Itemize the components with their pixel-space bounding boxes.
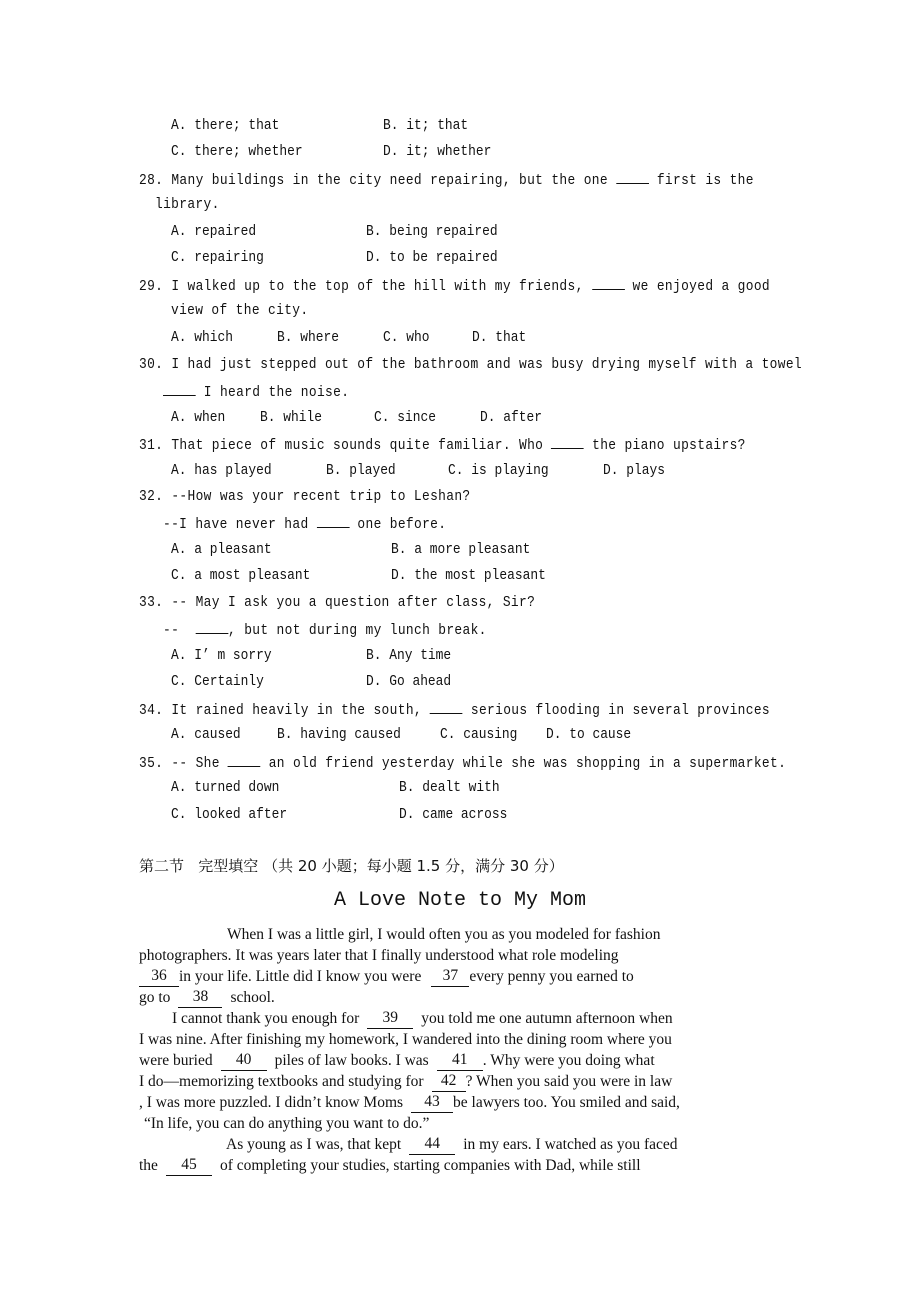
q32-stem-part1: --I have never had xyxy=(163,516,309,533)
q29-blank[interactable] xyxy=(592,275,625,290)
q30-option-d[interactable]: D. after xyxy=(480,409,542,426)
q35-option-b[interactable]: B. dealt with xyxy=(399,779,500,796)
passage-line-4 xyxy=(139,988,781,1008)
q29-stem xyxy=(139,275,770,297)
blank-42[interactable]: 42 xyxy=(432,1072,466,1092)
passage-text: in my ears. I watched as you faced xyxy=(463,1136,678,1153)
passage-title: A Love Note to My Mom xyxy=(333,889,587,912)
passage-text: you told me one autumn afternoon when xyxy=(421,1010,673,1027)
q31-option-b[interactable]: B. played xyxy=(326,462,396,479)
q27-option-b[interactable]: B. it; that xyxy=(383,117,469,134)
passage-text: go to xyxy=(139,989,171,1006)
q28-option-c[interactable]: C. repairing xyxy=(171,249,264,266)
q33-option-d[interactable]: D. Go ahead xyxy=(366,673,452,690)
q30-option-c[interactable]: C. since xyxy=(374,409,436,426)
q28-option-b[interactable]: B. being repaired xyxy=(366,223,498,240)
q29-option-a[interactable]: A. which xyxy=(171,329,233,346)
q35-stem-part2: an old friend yesterday while she was shopping in a supermarket. xyxy=(268,755,787,772)
passage-line-1 xyxy=(139,925,781,945)
blank-39[interactable]: 39 xyxy=(367,1009,413,1029)
q28-option-d[interactable]: D. to be repaired xyxy=(366,249,498,266)
q31-option-c[interactable]: C. is playing xyxy=(448,462,549,479)
passage-text: piles of law books. I was xyxy=(274,1052,429,1069)
passage-text: When I was a little girl, I would often you as you modeled for fashion xyxy=(227,926,661,943)
q35-stem-part1: 35. -- She xyxy=(139,755,220,772)
q29-option-d[interactable]: D. that xyxy=(472,329,527,346)
passage-line-2 xyxy=(139,946,781,966)
passage-line-8 xyxy=(139,1072,781,1092)
q32-stem-line2 xyxy=(163,513,446,535)
q28-option-a[interactable]: A. repaired xyxy=(171,223,257,240)
q33-stem-part1: -- xyxy=(163,622,180,639)
q35-blank[interactable] xyxy=(228,752,261,767)
q30-option-b[interactable]: B. while xyxy=(260,409,322,426)
q28-stem-part2: first is the xyxy=(656,172,754,189)
q34-option-d[interactable]: D. to cause xyxy=(546,726,632,743)
passage-text: I was nine. After finishing my homework, I wandered into the dining room where you xyxy=(139,1031,672,1048)
q35-option-d[interactable]: D. came across xyxy=(399,806,508,823)
passage-line-11 xyxy=(139,1135,781,1155)
q32-option-d[interactable]: D. the most pleasant xyxy=(391,567,546,584)
blank-40[interactable]: 40 xyxy=(221,1051,267,1071)
q35-option-a[interactable]: A. turned down xyxy=(171,779,280,796)
passage-text: the xyxy=(139,1157,158,1174)
passage-line-5 xyxy=(139,1009,781,1029)
passage-text: I do—memorizing textbooks and studying for xyxy=(139,1073,424,1090)
q32-option-c[interactable]: C. a most pleasant xyxy=(171,567,311,584)
q32-stem: 32. --How was your recent trip to Leshan? xyxy=(139,488,471,505)
q30-blank[interactable] xyxy=(163,381,196,396)
q33-option-b[interactable]: B. Any time xyxy=(366,647,452,664)
passage-line-6 xyxy=(139,1030,781,1050)
q35-stem xyxy=(139,752,786,774)
q32-option-b[interactable]: B. a more pleasant xyxy=(391,541,531,558)
q30-stem-line2 xyxy=(163,381,349,403)
q35-option-c[interactable]: C. looked after xyxy=(171,806,288,823)
blank-43[interactable]: 43 xyxy=(411,1093,453,1113)
q27-option-a[interactable]: A. there; that xyxy=(171,117,280,134)
blank-36[interactable]: 36 xyxy=(139,967,179,987)
q31-option-d[interactable]: D. plays xyxy=(603,462,665,479)
q32-blank[interactable] xyxy=(317,513,350,528)
q31-option-a[interactable]: A. has played xyxy=(171,462,272,479)
q28-stem xyxy=(139,169,754,191)
blank-44[interactable]: 44 xyxy=(409,1135,455,1155)
q29-option-c[interactable]: C. who xyxy=(383,329,430,346)
passage-text: As young as I was, that kept xyxy=(226,1136,402,1153)
passage-text: be lawyers too. You smiled and said, xyxy=(453,1094,680,1111)
q27-option-c[interactable]: C. there; whether xyxy=(171,143,303,160)
q30-stem: 30. I had just stepped out of the bathroom and was busy drying myself with a towel xyxy=(139,356,802,373)
q33-option-a[interactable]: A. I’ m sorry xyxy=(171,647,272,664)
passage-text: every penny you earned to xyxy=(469,968,634,985)
passage-text: ? When you said you were in law xyxy=(465,1073,673,1090)
blank-41[interactable]: 41 xyxy=(437,1051,483,1071)
q33-stem-line2 xyxy=(163,619,487,641)
q29-stem-part2: we enjoyed a good xyxy=(632,278,771,295)
passage-text: “In life, you can do anything you want to do.” xyxy=(144,1115,430,1132)
q28-blank[interactable] xyxy=(616,169,649,184)
passage-text: , I was more puzzled. I didn’t know Moms xyxy=(139,1094,404,1111)
blank-37[interactable]: 37 xyxy=(431,967,469,987)
blank-38[interactable]: 38 xyxy=(178,988,222,1008)
passage-line-12 xyxy=(139,1156,781,1176)
q31-stem-part2: the piano upstairs? xyxy=(592,437,746,454)
q34-option-b[interactable]: B. having caused xyxy=(277,726,401,743)
passage-text: . Why were you doing what xyxy=(482,1052,655,1069)
q29-stem-part1: 29. I walked up to the top of the hill with my friends, xyxy=(139,278,584,295)
q28-stem-part1: 28. Many buildings in the city need repairing, but the one xyxy=(139,172,608,189)
passage-line-9 xyxy=(139,1093,781,1113)
q32-option-a[interactable]: A. a pleasant xyxy=(171,541,272,558)
passage-text: were buried xyxy=(139,1052,213,1069)
q30-option-a[interactable]: A. when xyxy=(171,409,226,426)
q34-stem xyxy=(139,699,770,721)
q30-stem-part2: I heard the noise. xyxy=(203,384,350,401)
q34-option-c[interactable]: C. causing xyxy=(440,726,518,743)
passage-text: I cannot thank you enough for xyxy=(172,1010,360,1027)
q33-blank[interactable] xyxy=(195,619,228,634)
passage-text: school. xyxy=(230,989,275,1006)
q34-option-a[interactable]: A. caused xyxy=(171,726,241,743)
passage-text: of completing your studies, starting companies with Dad, while still xyxy=(219,1157,641,1174)
q29-option-b[interactable]: B. where xyxy=(277,329,339,346)
q27-option-d[interactable]: D. it; whether xyxy=(383,143,492,160)
q34-stem-part1: 34. It rained heavily in the south, xyxy=(139,702,422,719)
q34-stem-part2: serious flooding in several provinces xyxy=(470,702,771,719)
passage-text: photographers. It was years later that I finally understood what role modeling xyxy=(139,947,619,964)
q31-blank[interactable] xyxy=(551,434,584,449)
q32-stem-part2: one before. xyxy=(357,516,447,533)
passage-line-7 xyxy=(139,1051,781,1071)
q31-stem-part1: 31. That piece of music sounds quite familiar. Who xyxy=(139,437,544,454)
section-heading: 第二节 完型填空 （共 20 小题；每小题 1.5 分，满分 30 分） xyxy=(139,857,564,875)
q33-stem-part2: , but not during my lunch break. xyxy=(228,622,487,639)
passage-line-3 xyxy=(139,967,781,987)
q34-blank[interactable] xyxy=(430,699,463,714)
q33-stem: 33. -- May I ask you a question after class, Sir? xyxy=(139,594,536,611)
q28-stem-line2: library. xyxy=(155,196,220,213)
q33-option-c[interactable]: C. Certainly xyxy=(171,673,264,690)
q31-stem xyxy=(139,434,746,456)
blank-45[interactable]: 45 xyxy=(166,1156,212,1176)
q29-stem-line2: view of the city. xyxy=(171,302,309,319)
passage-line-10 xyxy=(139,1114,786,1134)
passage-text: in your life. Little did I know you were xyxy=(179,968,422,985)
